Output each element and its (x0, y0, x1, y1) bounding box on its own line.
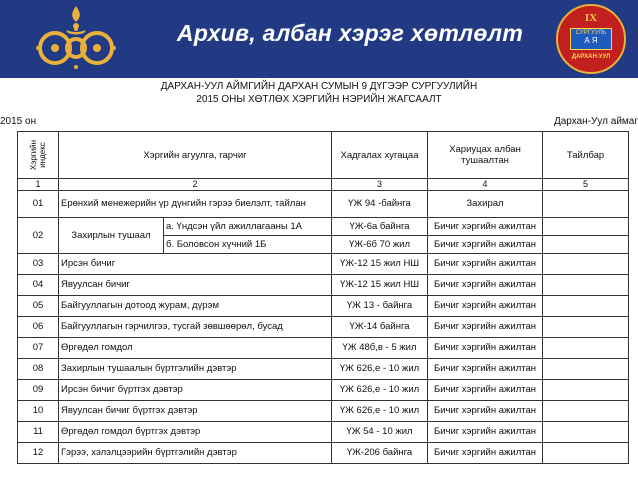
row-note (543, 401, 629, 422)
row-index: 01 (18, 191, 59, 218)
row-period: ҮЖ-206 байнга (332, 443, 428, 464)
row-index: 07 (18, 338, 59, 359)
header-group: Хэргийн агуулга, гарчиг (59, 132, 332, 179)
seal-number: IX (584, 12, 598, 24)
row-unit: Бичиг хэргийн ажилтан (428, 359, 543, 380)
row-note (543, 338, 629, 359)
row-title: Явуулсан бичиг (59, 275, 332, 296)
row-title: Ирсэн бичиг (59, 254, 332, 275)
row-note (543, 236, 629, 254)
row-period: ҮЖ-12 15 жил НШ (332, 275, 428, 296)
seal-box-top: СУРГУУЛЬ (575, 30, 607, 36)
row-title: Өргөдөл гомдол (59, 338, 332, 359)
row-unit: Бичиг хэргийн ажилтан (428, 254, 543, 275)
row-unit: Бичиг хэргийн ажилтан (428, 275, 543, 296)
row-period: ҮЖ 626,е - 10 жил (332, 359, 428, 380)
row-note (543, 296, 629, 317)
row-note (543, 317, 629, 338)
row-note (543, 443, 629, 464)
col-number: 1 (18, 179, 59, 191)
table-header-row (18, 132, 629, 179)
row-title: Захирлын тушаал (59, 218, 164, 254)
row-note (543, 191, 629, 218)
table-row (18, 338, 629, 359)
row-index: 06 (18, 317, 59, 338)
col-number: 3 (332, 179, 428, 191)
school-seal-icon (556, 4, 626, 74)
table-row (18, 380, 629, 401)
header-index: Хэргийн индекс (18, 132, 59, 179)
row-index: 02 (18, 218, 59, 254)
table-row (18, 359, 629, 380)
row-period: ҮЖ 54 - 10 жил (332, 422, 428, 443)
row-note (543, 359, 629, 380)
row-period: ҮЖ-6б 70 жил (332, 236, 428, 254)
table-row (18, 218, 629, 236)
table-row (18, 296, 629, 317)
row-period: ҮЖ-6а байнга (332, 218, 428, 236)
row-title: Ирсэн бичиг бүртгэх дэвтэр (59, 380, 332, 401)
row-title: Явуулсан бичиг бүртгэх дэвтэр (59, 401, 332, 422)
meta-row (0, 116, 638, 130)
table-row (18, 191, 629, 218)
row-subtitle: б. Боловсон хүчний 1Б (164, 236, 332, 254)
heading-line-2: 2015 ОНЫ ХӨТЛӨХ ХЭРГИЙН НЭРИЙН ЖАГСААЛТ (196, 94, 442, 105)
table-row (18, 422, 629, 443)
row-subtitle: а. Үндсэн үйл ажиллагааны 1А (164, 218, 332, 236)
page-title: Архив, албан хэрэг хөтлөлт (176, 20, 524, 46)
row-title: Захирлын тушаалын бүртгэлийн дэвтэр (59, 359, 332, 380)
row-unit: Бичиг хэргийн ажилтан (428, 236, 543, 254)
document-year: 2015 он (0, 116, 37, 127)
row-index: 11 (18, 422, 59, 443)
row-unit: Бичиг хэргийн ажилтан (428, 218, 543, 236)
row-unit: Бичиг хэргийн ажилтан (428, 296, 543, 317)
row-period: ҮЖ-14 байнга (332, 317, 428, 338)
row-note (543, 380, 629, 401)
header-unit: Хариуцах албан тушаалтан (428, 132, 543, 179)
row-unit: Бичиг хэргийн ажилтан (428, 317, 543, 338)
soyombo-emblem-icon (26, 4, 126, 74)
header-period: Хадгалах хугацаа (332, 132, 428, 179)
column-number-row (18, 179, 629, 191)
header-note: Тайлбар (543, 132, 629, 179)
document-location: Дархан-Уул аймаг (553, 116, 638, 127)
row-index: 10 (18, 401, 59, 422)
records-table (17, 131, 629, 464)
table-row (18, 443, 629, 464)
row-period: ҮЖ-12 15 жил НШ (332, 254, 428, 275)
table-row (18, 254, 629, 275)
row-index: 12 (18, 443, 59, 464)
seal-box-letters: А Я (584, 36, 598, 45)
row-unit: Бичиг хэргийн ажилтан (428, 422, 543, 443)
row-title: Өргөдөл гомдол бүртгэх дэвтэр (59, 422, 332, 443)
col-number: 2 (59, 179, 332, 191)
row-period: ҮЖ 626,е - 10 жил (332, 380, 428, 401)
row-unit: Захирал (428, 191, 543, 218)
row-index: 04 (18, 275, 59, 296)
row-unit: Бичиг хэргийн ажилтан (428, 338, 543, 359)
seal-box (570, 28, 612, 50)
title-banner (0, 0, 638, 78)
row-unit: Бичиг хэргийн ажилтан (428, 401, 543, 422)
table-row (18, 275, 629, 296)
heading-line-1: ДАРХАН-УУЛ АЙМГИЙН ДАРХАН СУМЫН 9 ДҮГЭЭР СУРГУУЛИЙН (160, 81, 478, 92)
seal-bottom-text: ДАРХАН-УУЛ (571, 54, 611, 60)
row-index: 08 (18, 359, 59, 380)
row-note (543, 254, 629, 275)
row-note (543, 275, 629, 296)
row-title: Ерөнхий менежерийн үр дүнгийн гэрээ биелэлт, тайлан (59, 191, 332, 218)
row-index: 09 (18, 380, 59, 401)
row-note (543, 422, 629, 443)
row-period: ҮЖ 13 - байнга (332, 296, 428, 317)
row-title: Гэрээ, хэлэлцээрийн бүртгэлийн дэвтэр (59, 443, 332, 464)
row-index: 03 (18, 254, 59, 275)
col-number: 4 (428, 179, 543, 191)
row-note (543, 218, 629, 236)
row-period: ҮЖ 94 -байнга (332, 191, 428, 218)
row-title: Байгууллагын дотоод журам, дүрэм (59, 296, 332, 317)
row-unit: Бичиг хэргийн ажилтан (428, 443, 543, 464)
row-title: Байгууллагын гэрчилгээ, тусгай зөвшөөрөл, бусад (59, 317, 332, 338)
col-number: 5 (543, 179, 629, 191)
row-period: ҮЖ 626,е - 10 жил (332, 401, 428, 422)
table-row (18, 317, 629, 338)
table-row (18, 401, 629, 422)
row-period: ҮЖ 48б,в - 5 жил (332, 338, 428, 359)
document-heading (0, 80, 638, 106)
row-index: 05 (18, 296, 59, 317)
row-unit: Бичиг хэргийн ажилтан (428, 380, 543, 401)
